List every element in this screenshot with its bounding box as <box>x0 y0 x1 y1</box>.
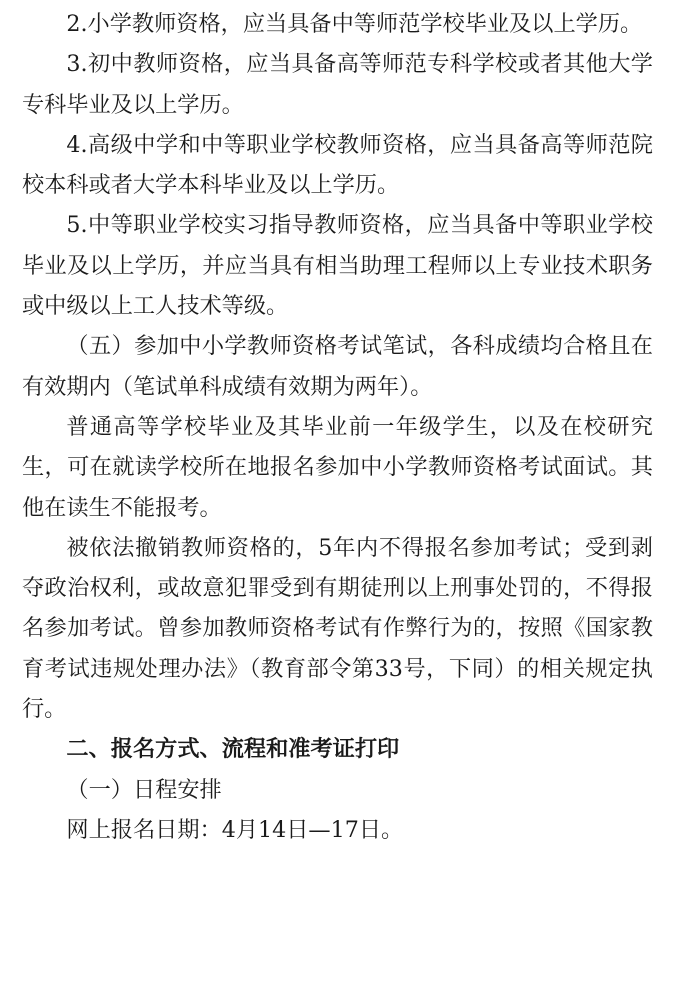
paragraph-junior-high-qualification: 3.初中教师资格，应当具备高等师范专科学校或者其他大学专科毕业及以上学历。 <box>22 51 653 118</box>
schedule-line: 网上报名日期：4月14日—17日。 <box>66 816 404 843</box>
paragraph-vocational-internship-instructor-qualification: 5.中等职业学校实习指导教师资格，应当具备中等职业学校毕业及以上学历，并应当具有相当助理工程师以上专业技术职务或中级以上工人技术等级。 <box>22 212 653 320</box>
paragraph-senior-high-vocational-qualification: 4.高级中学和中等职业学校教师资格，应当具备高等师范院校本科或者大学本科毕业及以上学历。 <box>22 131 653 199</box>
paragraph-student-eligibility: 普通高等学校毕业及其毕业前一年级学生，以及在校研究生，可在就读学校所在地报名参加中小学教师资格考试面试。其他在读生不能报考。 <box>22 413 653 521</box>
section-heading: 二、报名方式、流程和准考证打印 <box>66 736 400 763</box>
paragraph-primary-school-qualification: 2.小学教师资格，应当具备中等师范学校毕业及以上学历。 <box>66 11 643 37</box>
paragraph-written-exam-requirement: （五）参加中小学教师资格考试笔试，各科成绩均合格且在有效期内（笔试单科成绩有效期为两年）。 <box>22 333 653 400</box>
subsection-heading: （一）日程安排 <box>66 776 222 803</box>
paragraph-disqualification-rules: 被依法撤销教师资格的，5年内不得报名参加考试；受到剥夺政治权利，或故意犯罪受到有期徒刑以上刑事处罚的，不得报名参加考试。曾参加教师资格考试有作弊行为的，按照《国家教育考试违规处理办法》（教育部令第33号，下同）的相关规定执行。 <box>22 534 653 723</box>
